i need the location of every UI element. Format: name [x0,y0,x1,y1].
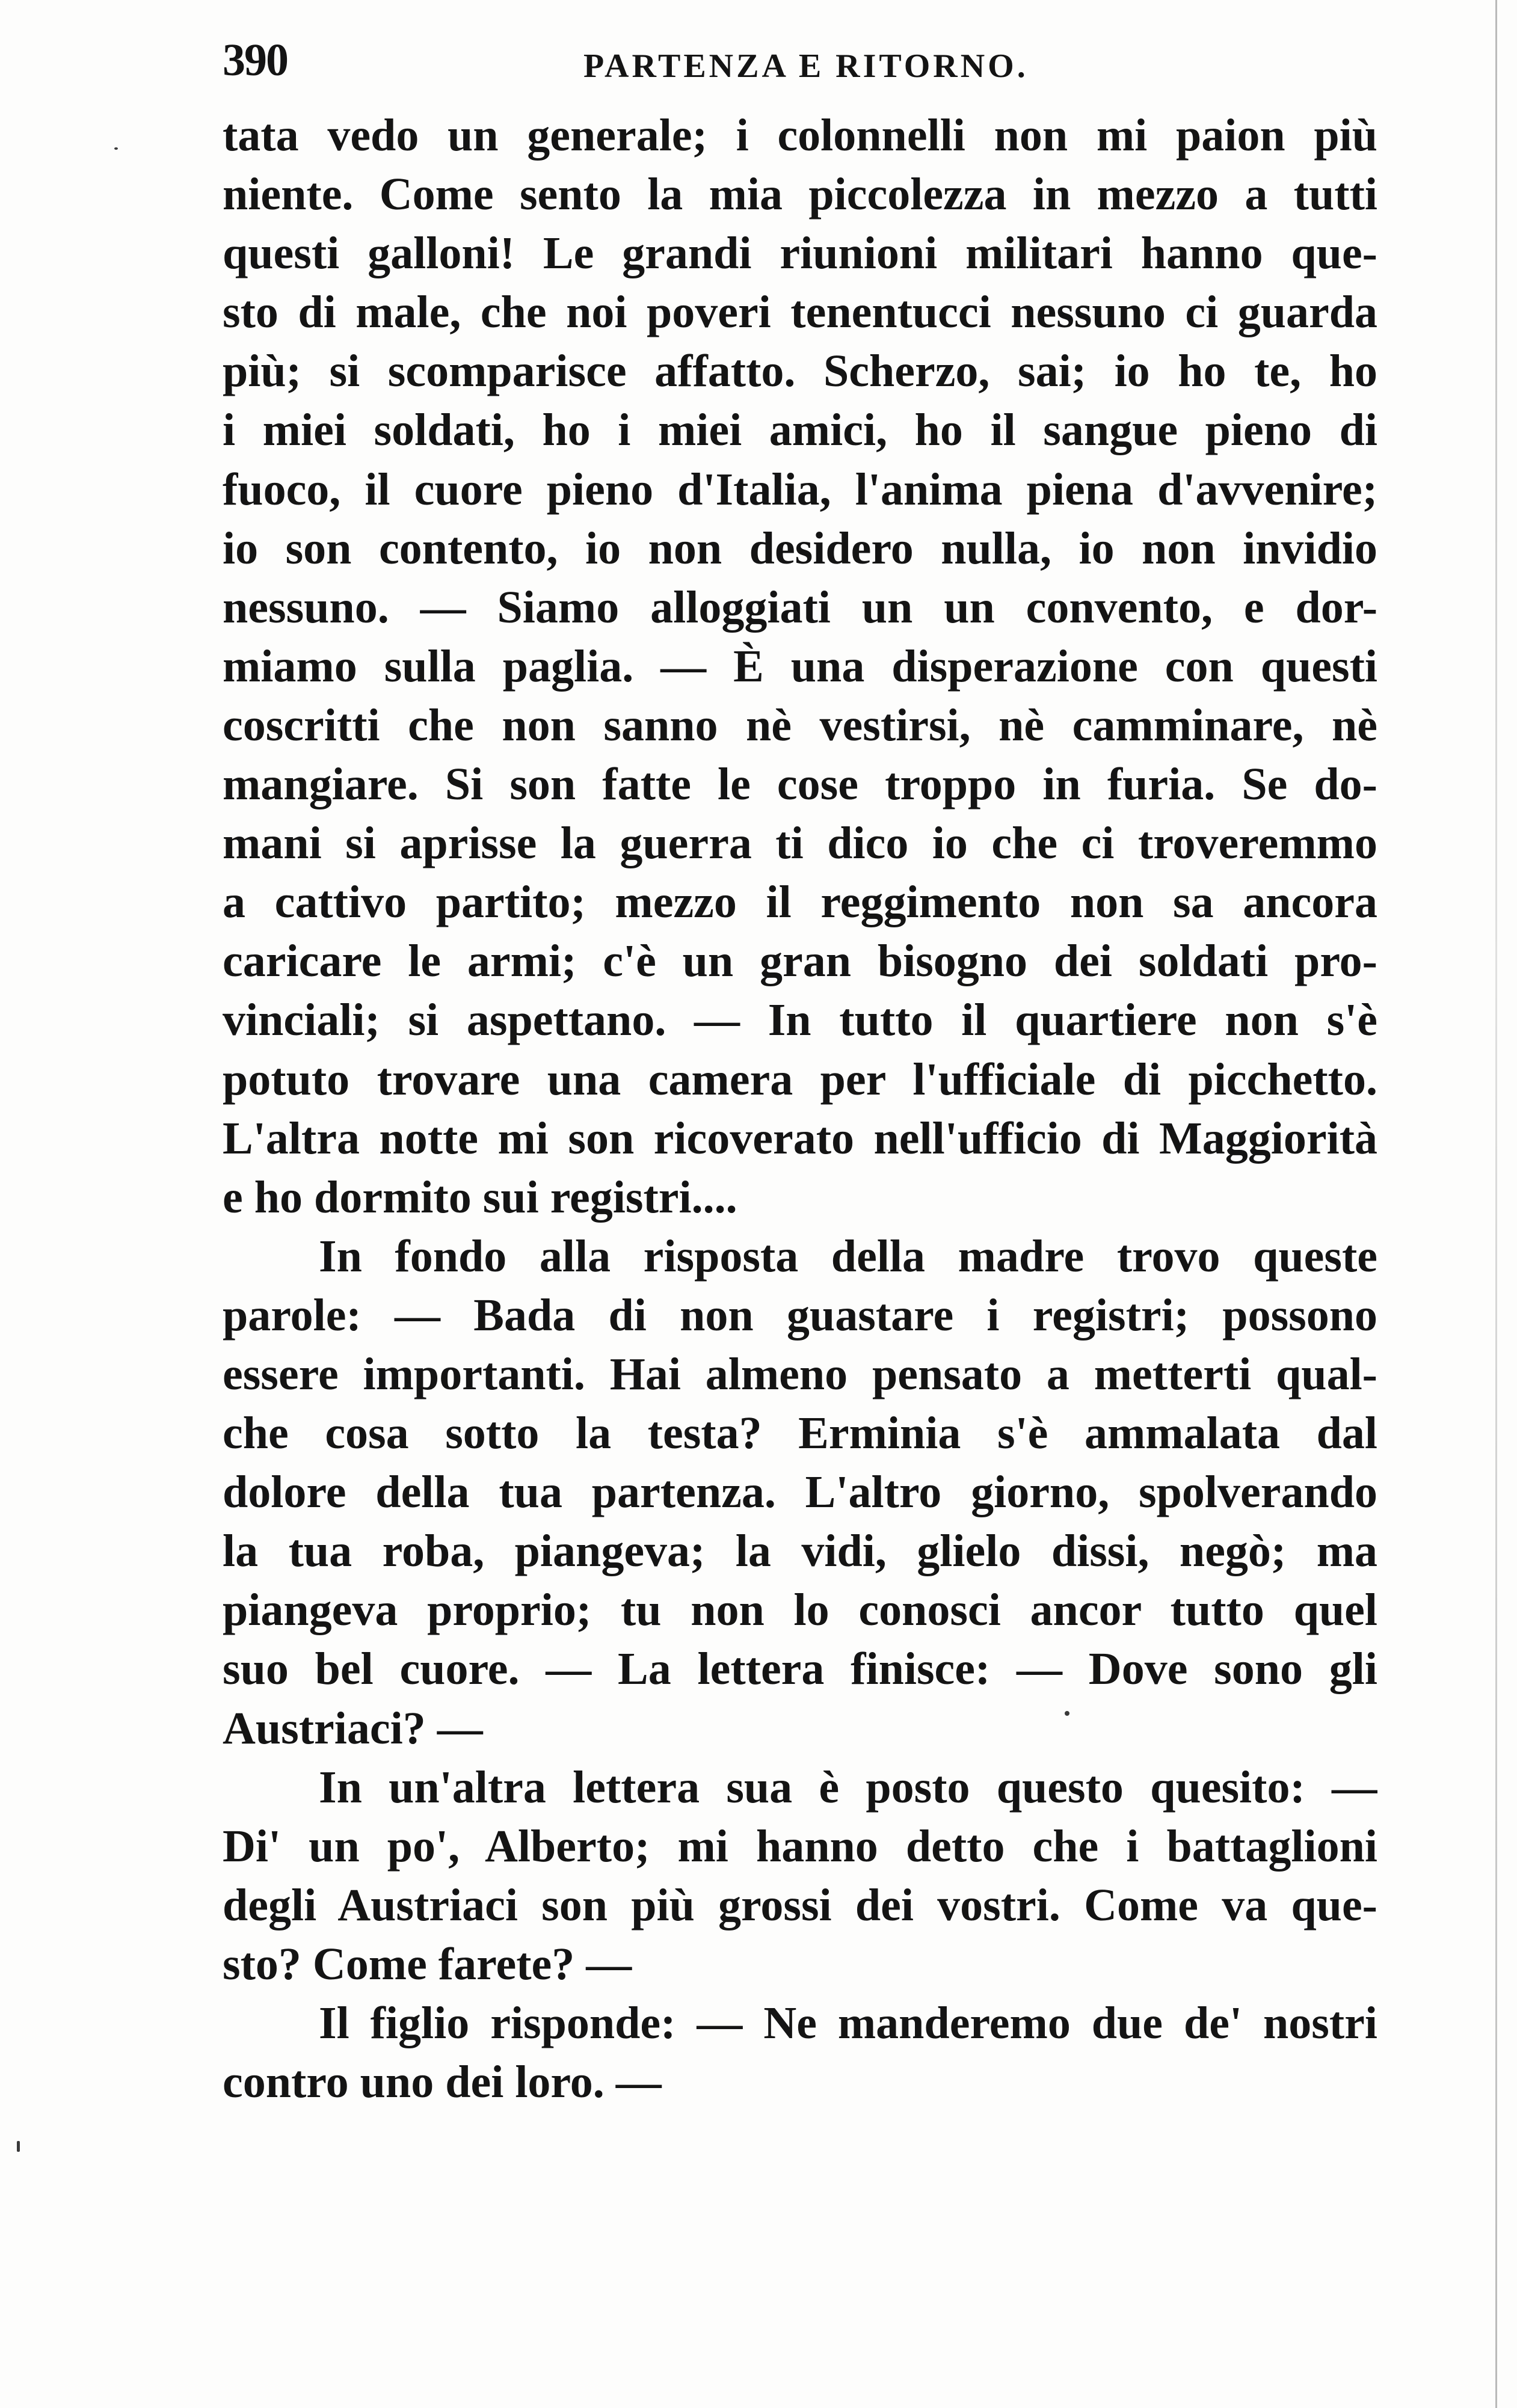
text-line: niente. Come sento la mia piccolezza in mezzo a tutti [223,169,1377,220]
ink-speck [17,2141,20,2152]
text-line: a cattivo partito; mezzo il reggimento non sa ancora [223,877,1377,928]
page-header [223,24,1377,108]
text-line: io son contento, io non desidero nulla, io non invidio [223,523,1377,574]
text-line: Il figlio risponde: — Ne manderemo due de' nostri [319,1998,1377,2048]
text-line: In fondo alla risposta della madre trovo queste [319,1230,1377,1282]
text-line: che cosa sotto la testa? Erminia s'è ammalata dal [223,1408,1377,1459]
text-line: In un'altra lettera sua è posto questo quesito: — [319,1761,1377,1813]
text-line: sto? Come farete? — [223,1938,632,1989]
text-line: caricare le armi; c'è un gran bisogno dei soldati pro- [223,936,1377,987]
text-line: mani si aprisse la guerra ti dico io che ci troveremmo [223,818,1377,869]
text-line: degli Austriaci son più grossi dei vostri. Come va que- [223,1879,1377,1930]
page-number: 390 [223,35,288,85]
ink-speck [1065,1711,1069,1716]
text-line: più; si scomparisce affatto. Scherzo, sai; io ho te, ho [223,346,1377,397]
text-line: vinciali; si aspettano. — In tutto il quartiere non s'è [223,995,1377,1046]
text-line: i miei soldati, ho i miei amici, ho il sangue pieno di [223,405,1377,456]
body-text [223,106,1377,2112]
text-line: parole: — Bada di non guastare i registri; possono [223,1289,1377,1341]
running-title: PARTENZA E RITORNO. [583,48,1029,85]
ink-speck [114,147,118,150]
text-line: nessuno. — Siamo alloggiati un un convento, e dor- [223,582,1377,633]
text-line: fuoco, il cuore pieno d'Italia, l'anima piena d'avvenire; [223,464,1377,515]
text-line: mangiare. Si son fatte le cose troppo in furia. Se do- [223,759,1377,810]
text-line: L'altra notte mi son ricoverato nell'ufficio di Maggiorità [223,1113,1377,1164]
text-line: Di' un po', Alberto; mi hanno detto che i battaglioni [223,1820,1377,1872]
text-line: coscritti che non sanno nè vestirsi, nè camminare, nè [223,699,1377,751]
text-line: essere importanti. Hai almeno pensato a metterti qual- [223,1348,1377,1399]
text-line: sto di male, che noi poveri tenentucci nessuno ci guarda [223,287,1377,338]
text-line: dolore della tua partenza. L'altro giorno, spolverando [223,1467,1377,1518]
text-line: e ho dormito sui registri.... [223,1172,737,1223]
text-line: la tua roba, piangeva; la vidi, glielo dissi, negò; ma [223,1526,1377,1577]
text-line: questi galloni! Le grandi riunioni militari hanno que- [223,228,1377,279]
text-line: piangeva proprio; tu non lo conosci ancor tutto quel [223,1585,1377,1636]
text-line: Austriaci? — [223,1703,483,1754]
page-edge-shadow [1495,0,1497,2408]
text-line: potuto trovare una camera per l'ufficiale di picchetto. [223,1054,1377,1105]
text-line: suo bel cuore. — La lettera finisce: — Dove sono gli [223,1644,1377,1695]
text-line: miamo sulla paglia. — È una disperazione con questi [223,640,1377,692]
text-line: tata vedo un generale; i colonnelli non mi paion più [223,110,1377,161]
text-line: contro uno dei loro. — [223,2057,662,2108]
